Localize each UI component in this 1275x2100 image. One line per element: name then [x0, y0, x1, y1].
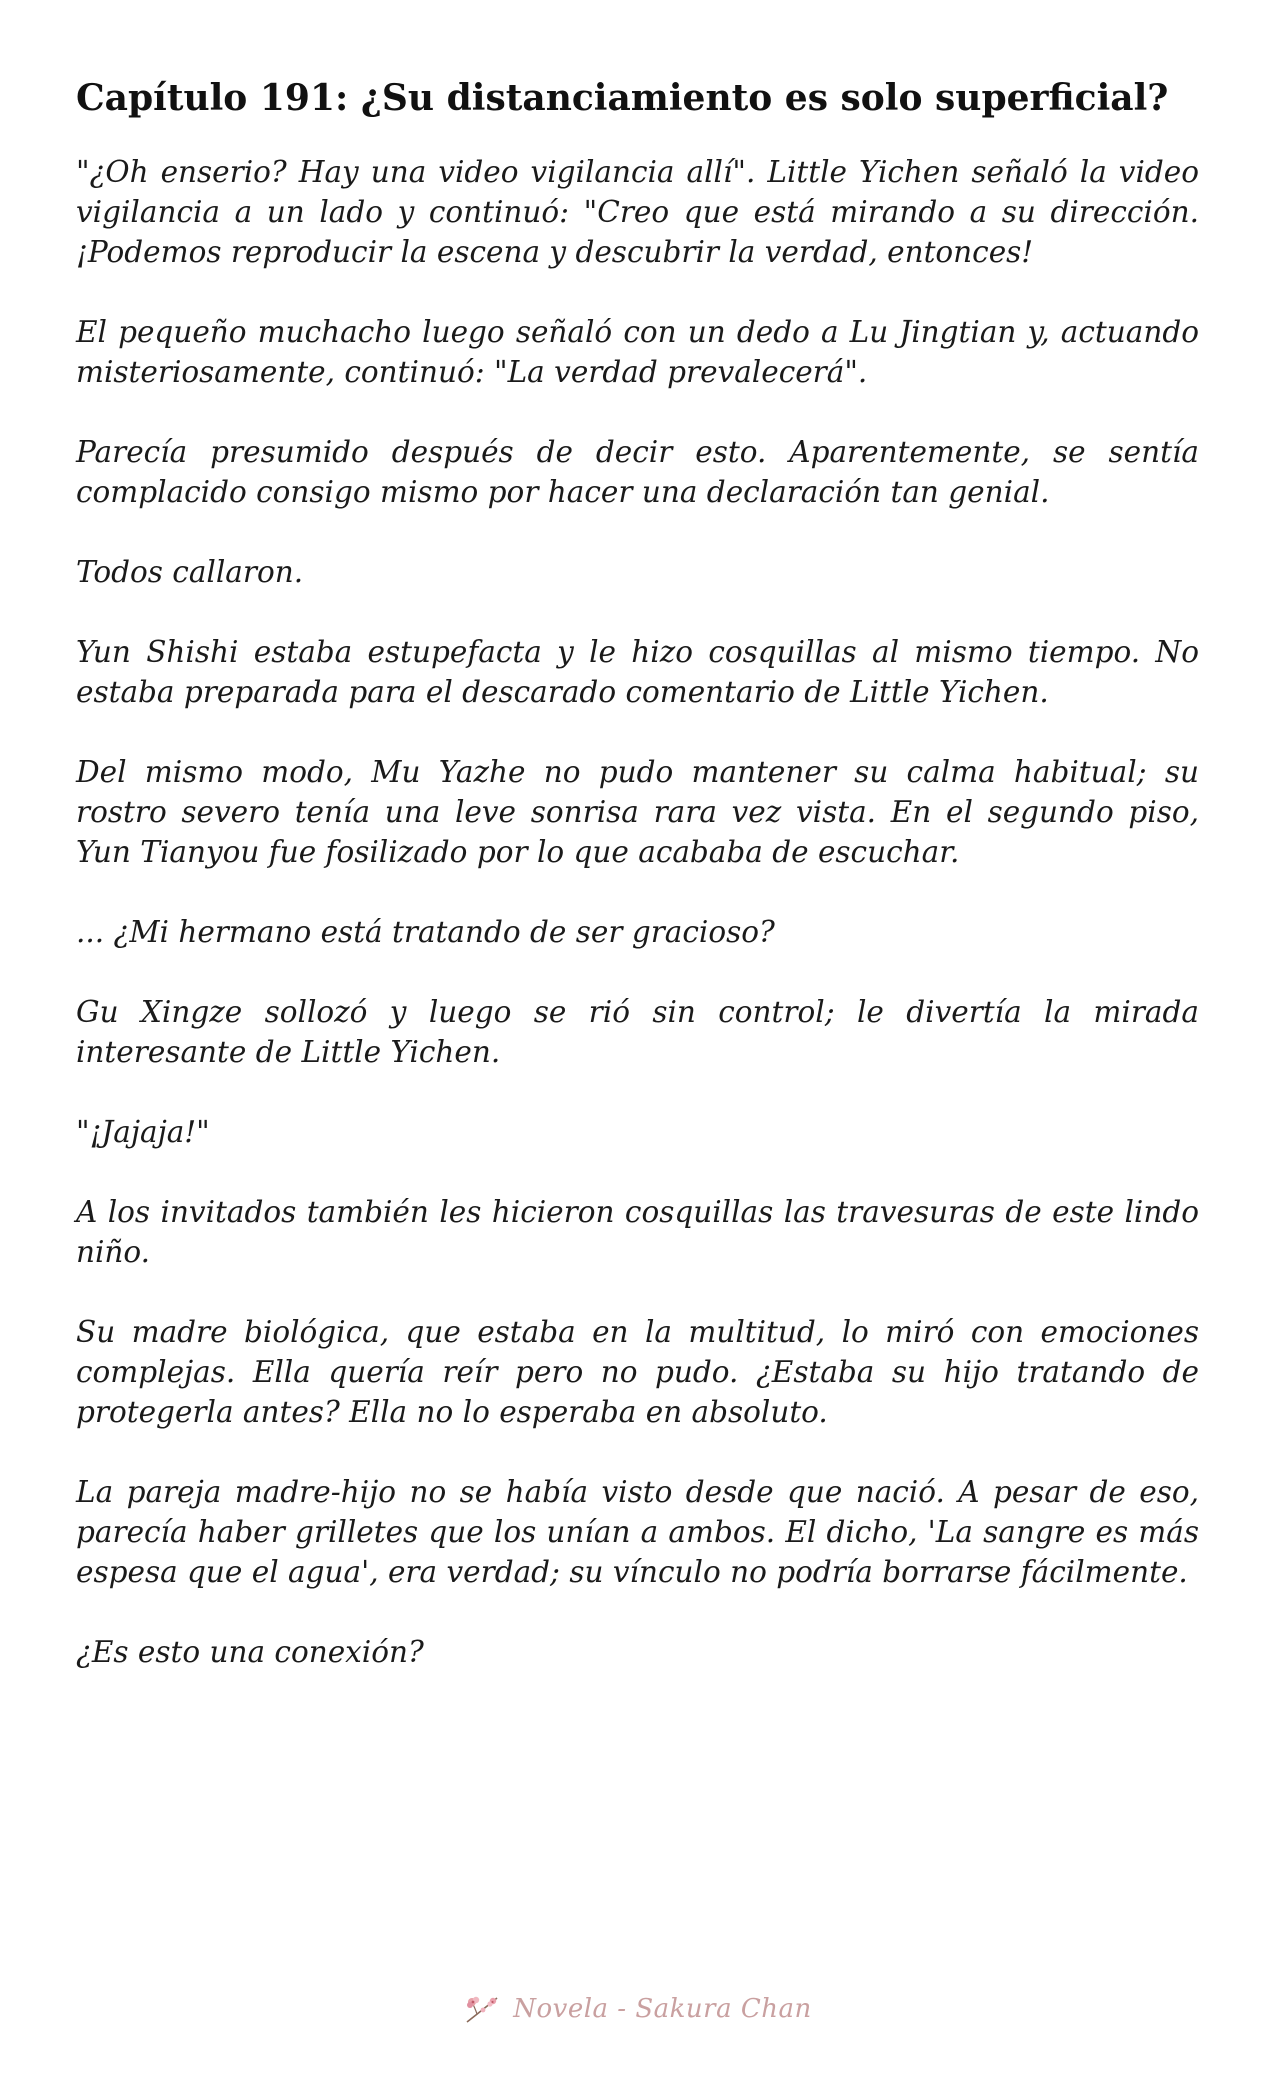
paragraph: El pequeño muchacho luego señaló con un dedo a Lu Jingtian y, actuando misteriosamente, continuó: "La verdad prevalecerá". [76, 315, 1199, 389]
watermark-text: Novela - Sakura Chan [513, 1994, 812, 2024]
chapter-body [76, 152, 1199, 1672]
paragraph: "¡Jajaja!" [76, 1115, 210, 1149]
paragraph: Parecía presumido después de decir esto. Aparentemente, se sentía complacido consigo mismo por hacer una declaración tan genial. [76, 435, 1199, 509]
paragraph: Gu Xingze sollozó y luego se rió sin control; le divertía la mirada interesante de Little Yichen. [76, 995, 1199, 1069]
paragraph: Todos callaron. [76, 555, 304, 589]
paragraph: ¿Es esto una conexión? [76, 1635, 424, 1669]
watermark [0, 1992, 1275, 2026]
paragraph: Del mismo modo, Mu Yazhe no pudo mantener su calma habitual; su rostro severo tenía una leve sonrisa rara vez vista. En el segundo piso, Yun Tianyou fue fosilizado por lo que acababa de escuchar. [76, 755, 1199, 869]
chapter-title: Capítulo 191: ¿Su distanciamiento es solo superficial? [76, 77, 1169, 119]
paragraph: A los invitados también les hicieron cosquillas las travesuras de este lindo niño. [76, 1195, 1199, 1269]
paragraph: ... ¿Mi hermano está tratando de ser gracioso? [76, 915, 775, 949]
paragraph: Su madre biológica, que estaba en la multitud, lo miró con emociones complejas. Ella quería reír pero no pudo. ¿Estaba su hijo tratando de protegerla antes? Ella no lo esperaba en absoluto. [76, 1315, 1199, 1429]
paragraph: La pareja madre-hijo no se había visto desde que nació. A pesar de eso, parecía haber grilletes que los unían a ambos. El dicho, 'La sangre es más espesa que el agua', era verdad; su vínculo no podría borrarse fácilmente. [76, 1475, 1199, 1589]
paragraph: "¿Oh enserio? Hay una video vigilancia allí". Little Yichen señaló la video vigilancia a un lado y continuó: "Creo que está mirando a su dirección. ¡Podemos reproducir la escena y descubrir la verdad, entonces! [76, 155, 1199, 269]
paragraph: Yun Shishi estaba estupefacta y le hizo cosquillas al mismo tiempo. No estaba preparada para el descarado comentario de Little Yichen. [76, 635, 1199, 709]
sakura-flower-icon [463, 1992, 503, 2026]
